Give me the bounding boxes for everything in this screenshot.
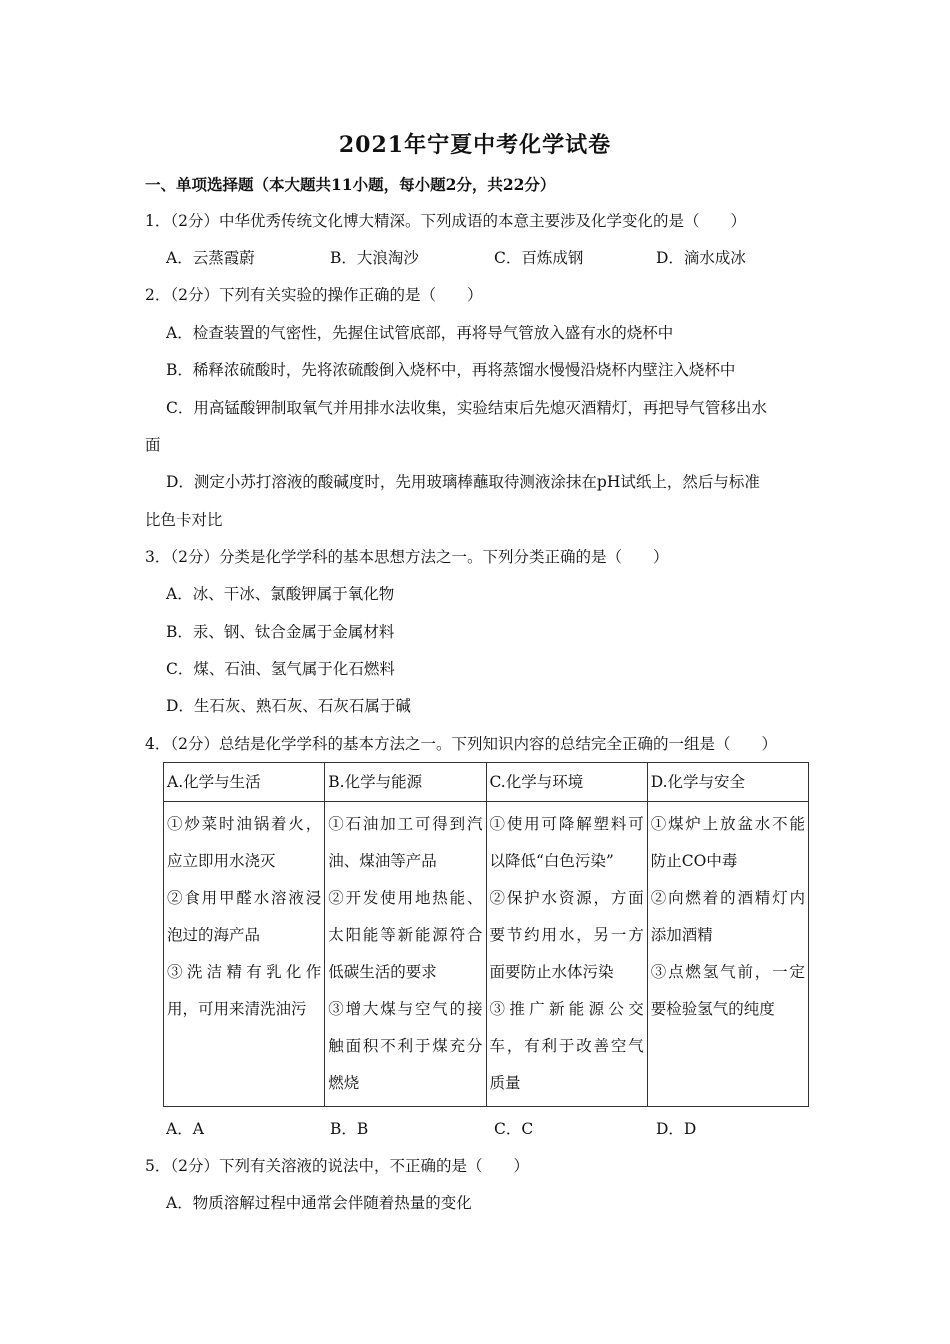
- q2-option-a: A．检查装置的气密性，先握住试管底部，再将导气管放入盛有水的烧杯中: [166, 324, 674, 342]
- q4-cell-c-line: ③推广新能源公交: [489, 1000, 644, 1018]
- q1-option-d: D．滴水成冰: [656, 249, 746, 267]
- section-heading: 一、单项选择题（本大题共11小题，每小题2分，共22分）: [145, 175, 556, 194]
- q4-cell-b-line: ①石油加工可得到汽: [328, 815, 483, 833]
- q2-option-c-line2: 面: [145, 436, 161, 454]
- q2-option-d-line2: 比色卡对比: [145, 511, 223, 529]
- q4-cell-c-line: ②保护水资源，方面: [489, 889, 644, 907]
- q4-option-c: C．C: [494, 1120, 534, 1138]
- q4-stem: 4．（2分）总结是化学学科的基本方法之一。下列知识内容的总结完全正确的一组是（ ）: [145, 735, 777, 753]
- q4-cell-a-line: 应立即用水浇灭: [167, 852, 276, 870]
- q4-cell-d-line: 要检验氢气的纯度: [650, 1000, 775, 1018]
- q5-stem: 5．（2分）下列有关溶液的说法中，不正确的是（ ）: [145, 1157, 529, 1175]
- q3-option-c: C．煤、石油、氢气属于化石燃料: [166, 660, 395, 678]
- q2-option-c-line1: C．用高锰酸钾制取氧气并用排水法收集，实验结束后先熄灭酒精灯，再把导气管移出水: [166, 399, 767, 417]
- q4-cell-a-line: ②食用甲醛水溶液浸: [167, 889, 322, 907]
- q4-cell-b-line: ③增大煤与空气的接: [328, 1000, 483, 1018]
- q4-cell-d-line: 添加酒精: [650, 926, 713, 944]
- q3-option-b: B．汞、钢、钛合金属于金属材料: [166, 623, 395, 641]
- q4-header-d: D.化学与安全: [647, 763, 808, 802]
- q4-option-b: B．B: [330, 1120, 369, 1138]
- q3-stem: 3．（2分）分类是化学学科的基本思想方法之一。下列分类正确的是（ ）: [145, 548, 669, 566]
- q4-cell-a-line: 用，可用来清洗油污: [167, 1000, 307, 1018]
- q4-table: [163, 762, 809, 1107]
- q4-cell-b-line: 油、煤油等产品: [328, 852, 437, 870]
- q2-stem: 2．（2分）下列有关实验的操作正确的是（ ）: [145, 286, 483, 304]
- q4-cell-c: [486, 802, 647, 1107]
- q4-cell-c-line: 质量: [489, 1074, 521, 1092]
- q3-option-d: D．生石灰、熟石灰、石灰石属于碱: [166, 697, 411, 715]
- q2-option-d-line1: D．测定小苏打溶液的酸碱度时，先用玻璃棒蘸取待测液涂抹在pH试纸上，然后与标准: [166, 473, 760, 491]
- q4-cell-d-line: 防止CO中毒: [650, 852, 738, 870]
- q4-cell-b-line: 燃烧: [328, 1074, 360, 1092]
- q4-cell-b-line: ②开发使用地热能、: [328, 889, 483, 907]
- q4-cell-c-line: ①使用可降解塑料可: [489, 815, 644, 833]
- q5-option-a: A．物质溶解过程中通常会伴随着热量的变化: [166, 1194, 472, 1212]
- q4-cell-b-line: 触面积不利于煤充分: [328, 1037, 483, 1055]
- q4-option-a: A．A: [166, 1120, 204, 1138]
- q4-header-b: B.化学与能源: [325, 763, 486, 802]
- q4-cell-d-line: ②向燃着的酒精灯内: [650, 889, 805, 907]
- q4-header-c: C.化学与环境: [486, 763, 647, 802]
- q4-cell-a-line: ①炒菜时油锅着火，: [167, 815, 322, 833]
- q1-option-c: C．百炼成钢: [494, 249, 584, 267]
- q4-cell-b-line: 低碳生活的要求: [328, 963, 437, 981]
- q4-cell-a-line: ③洗洁精有乳化作: [167, 963, 322, 981]
- q4-cell-d-line: ③点燃氢气前，一定: [650, 963, 805, 981]
- q4-cell-b: [325, 802, 486, 1107]
- q4-option-d: D．D: [656, 1120, 697, 1138]
- q4-cell-d: [647, 802, 808, 1107]
- q1-option-b: B．大浪淘沙: [330, 249, 419, 267]
- q4-cell-c-line: 车，有利于改善空气: [489, 1037, 644, 1055]
- q2-option-b: B．稀释浓硫酸时，先将浓硫酸倒入烧杯中，再将蒸馏水慢慢沿烧杯内壁注入烧杯中: [166, 361, 736, 379]
- q4-cell-a: [164, 802, 325, 1107]
- q4-cell-c-line: 要节约用水，另一方: [489, 926, 644, 944]
- q4-cell-a-line: 泡过的海产品: [167, 926, 261, 944]
- page-title: 2021年宁夏中考化学试卷: [338, 132, 612, 158]
- q4-cell-c-line: 面要防止水体污染: [489, 963, 614, 981]
- q1-stem: 1．（2分）中华优秀传统文化博大精深。下列成语的本意主要涉及化学变化的是（ ）: [145, 212, 746, 230]
- q3-option-a: A．冰、干冰、氯酸钾属于氧化物: [166, 585, 395, 603]
- q4-cell-d-line: ①煤炉上放盆水不能: [650, 815, 805, 833]
- q4-cell-c-line: 以降低“白色污染”: [489, 852, 614, 870]
- q4-cell-b-line: 太阳能等新能源符合: [328, 926, 483, 944]
- q4-header-a: A.化学与生活: [164, 763, 325, 802]
- q1-option-a: A．云蒸霞蔚: [166, 249, 255, 267]
